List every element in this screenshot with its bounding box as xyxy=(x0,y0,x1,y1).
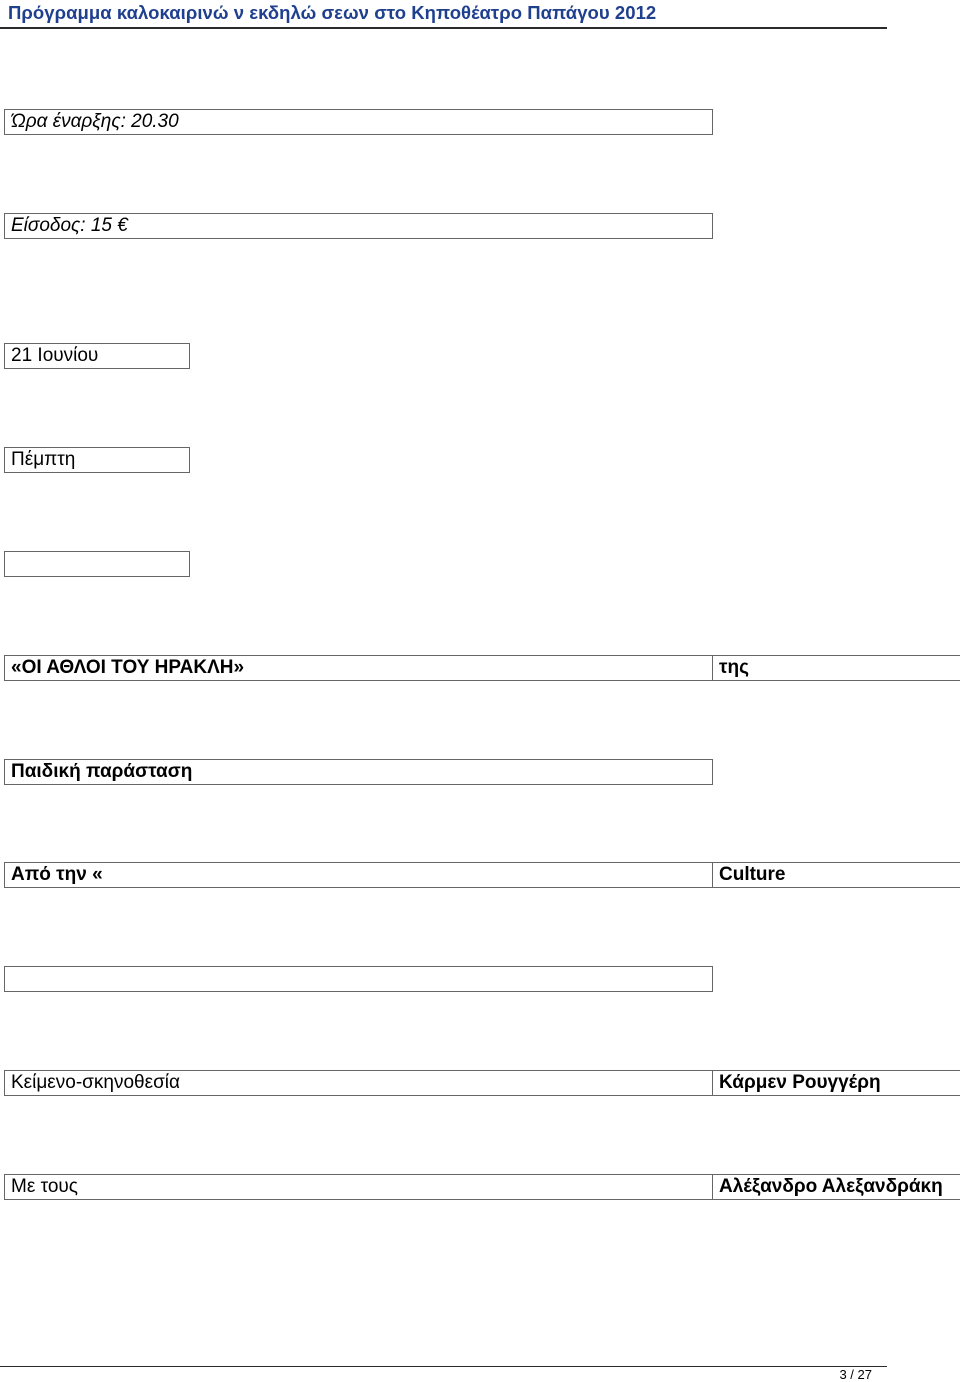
page-number: 3 / 27 xyxy=(839,1367,872,1382)
show-title-field: «ΟΙ ΑΘΛΟΙ ΤΟΥ ΗΡΑΚΛΗ» xyxy=(4,655,713,681)
show-title-continuation-field: της xyxy=(712,655,960,681)
empty-field xyxy=(4,551,190,577)
header-divider xyxy=(0,27,887,29)
document-title: Πρόγραμμα καλοκαιρινώ ν εκδηλώ σεων στο Κηποθέατρο Παπάγου 2012 xyxy=(8,2,657,23)
direction-value-field: Κάρμεν Ρουγγέρη xyxy=(712,1070,960,1096)
empty-field xyxy=(4,966,713,992)
weekday-field: Πέμπτη xyxy=(4,447,190,473)
producer-value-field: Culture xyxy=(712,862,960,888)
cast-value-field: Αλέξανδρο Αλεξανδράκη xyxy=(712,1174,960,1200)
date-field: 21 Ιουνίου xyxy=(4,343,190,369)
genre-field: Παιδική παράσταση xyxy=(4,759,713,785)
producer-label-field: Από την « xyxy=(4,862,713,888)
cast-label-field: Με τους xyxy=(4,1174,713,1200)
footer-divider xyxy=(0,1366,887,1367)
entry-price-field: Είσοδος: 15 € xyxy=(4,213,713,239)
direction-label-field: Κείμενο-σκηνοθεσία xyxy=(4,1070,713,1096)
start-time-field: Ώρα έναρξης: 20.30 xyxy=(4,109,713,135)
